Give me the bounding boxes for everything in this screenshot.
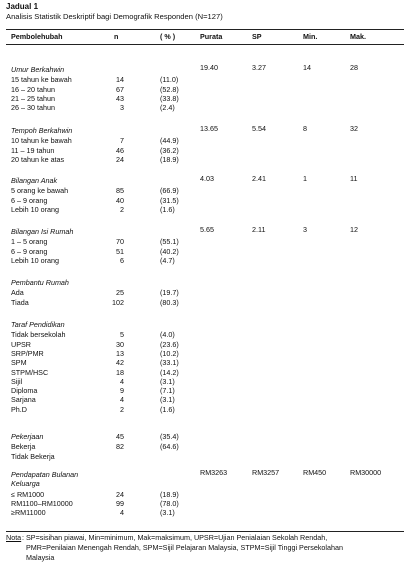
bottom-rule (6, 531, 404, 532)
n-value: 5 (120, 330, 124, 340)
percent-value: (1.6) (160, 404, 175, 414)
group-label: Pekerjaan (11, 432, 44, 441)
sp-value: 5.54 (252, 124, 266, 133)
n-value: 43 (116, 93, 124, 103)
row-label: Tidak Bekerja (11, 451, 55, 461)
percent-value: (3.1) (160, 508, 175, 518)
percent-value: (2.4) (160, 103, 175, 113)
mak-value: 28 (350, 63, 358, 72)
percent-value: (14.2) (160, 367, 179, 377)
row-label: Tidak bersekolah (11, 330, 66, 340)
n-value: 40 (116, 195, 124, 205)
row-label: Lebih 10 orang (11, 255, 59, 265)
n-value: 30 (116, 339, 124, 349)
percent-value: (18.9) (160, 154, 179, 164)
row-label: SRP/PMR (11, 348, 44, 358)
row-label: ≤ RM1000 (11, 489, 45, 499)
row-label: 21 – 25 tahun (11, 93, 55, 103)
note-line: PMR=Penilaian Menengah Rendah, SPM=Sijil Pelajaran Malaysia, STPM=Sijil Tinggi Persekolahan (26, 543, 344, 552)
purata-value: 13.65 (200, 124, 218, 133)
percent-value: (64.6) (160, 442, 179, 452)
min-value: RM450 (303, 468, 327, 477)
percent-value: (31.5) (160, 195, 179, 205)
percent-value: (7.1) (160, 386, 175, 396)
group-label: Taraf Pendidikan (11, 320, 65, 329)
table-subtitle: Analisis Statistik Deskriptif bagi Demografik Responden (N=127) (6, 12, 223, 21)
n-value: 46 (116, 145, 124, 155)
min-value: 14 (303, 63, 311, 72)
n-value: 70 (116, 237, 124, 247)
n-value: 24 (116, 154, 124, 164)
n-value: 9 (120, 386, 124, 396)
row-label: Tiada (11, 297, 29, 307)
percent-value: (3.1) (160, 376, 175, 386)
note-label: Nota (6, 533, 22, 542)
percent-value: (3.1) (160, 395, 175, 405)
row-label: Lebih 10 orang (11, 204, 59, 214)
header-purata: Purata (200, 32, 223, 41)
n-value: 85 (116, 186, 124, 196)
row-label: 11 – 19 tahun (11, 145, 55, 155)
header-sp: SP (252, 32, 262, 41)
purata-value: 5.65 (200, 225, 214, 234)
mak-value: 32 (350, 124, 358, 133)
n-value: 102 (112, 297, 124, 307)
percent-value: (44.9) (160, 136, 179, 146)
row-label: Ph.D (11, 404, 27, 414)
group-label: Umur Berkahwin (11, 65, 65, 74)
row-label: Sarjana (11, 395, 36, 405)
row-label: 6 – 9 orang (11, 195, 48, 205)
purata-value: RM3263 (200, 468, 228, 477)
percent-value: (4.7) (160, 255, 175, 265)
n-value: 6 (120, 255, 124, 265)
group-label: Keluarga (11, 479, 40, 489)
n-value: 45 (116, 432, 124, 441)
n-value: 3 (120, 103, 124, 113)
mak-value: 11 (350, 174, 358, 183)
n-value: 25 (116, 288, 124, 298)
row-label: 6 – 9 orang (11, 246, 48, 256)
top-rule (6, 29, 404, 30)
percent-value: (10.2) (160, 348, 179, 358)
percent-value: (33.1) (160, 358, 179, 368)
group-label: Tempoh Berkahwin (11, 126, 73, 135)
table-title: Jadual 1 (6, 2, 39, 11)
n-value: 67 (116, 84, 124, 94)
percent-value: (1.6) (160, 204, 175, 214)
header-percent: ( % ) (160, 32, 176, 41)
header-pembolehubah: Pembolehubah (11, 32, 63, 41)
group-label: Bilangan Anak (11, 176, 58, 185)
header-rule (6, 44, 404, 45)
percent-value: (36.2) (160, 145, 179, 155)
header-mak: Mak. (350, 32, 366, 41)
n-value: 18 (116, 367, 124, 377)
percent-value: (78.0) (160, 498, 179, 508)
row-label: 5 orang ke bawah (11, 186, 69, 196)
n-value: 4 (120, 508, 124, 518)
n-value: 51 (116, 246, 124, 256)
note-line: : SP=sisihan piawai, Min=minimum, Mak=maksimum, UPSR=Ujian Penialaian Sekolah Rendah, (22, 533, 328, 542)
row-label: SPM (11, 358, 27, 368)
mak-value: 12 (350, 225, 358, 234)
row-label: RM1100–RM10000 (11, 498, 73, 508)
n-value: 14 (116, 75, 124, 85)
percent-value: (66.9) (160, 186, 179, 196)
row-label: 16 – 20 tahun (11, 84, 55, 94)
min-value: 1 (303, 174, 307, 183)
n-value: 2 (120, 204, 124, 214)
mak-value: RM30000 (350, 468, 382, 477)
row-label: STPM/HSC (11, 367, 49, 377)
row-label: Ada (11, 288, 24, 298)
n-value: 7 (120, 136, 124, 146)
sp-value: RM3257 (252, 468, 280, 477)
note-line: Malaysia (26, 553, 55, 562)
n-value: 4 (120, 376, 124, 386)
row-label: 10 tahun ke bawah (11, 136, 72, 146)
purata-value: 19.40 (200, 63, 218, 72)
sp-value: 3.27 (252, 63, 266, 72)
percent-value: (35.4) (160, 432, 179, 441)
percent-value: (40.2) (160, 246, 179, 256)
percent-value: (33.8) (160, 93, 179, 103)
row-label: UPSR (11, 339, 31, 349)
percent-value: (23.6) (160, 339, 179, 349)
row-label: Diploma (11, 386, 38, 396)
n-value: 82 (116, 442, 124, 452)
n-value: 42 (116, 358, 124, 368)
row-label: 26 – 30 tahun (11, 103, 55, 113)
n-value: 13 (116, 348, 124, 358)
percent-value: (11.0) (160, 75, 179, 85)
min-value: 3 (303, 225, 307, 234)
min-value: 8 (303, 124, 307, 133)
sp-value: 2.41 (252, 174, 266, 183)
row-label: 1 – 5 orang (11, 237, 48, 247)
percent-value: (52.8) (160, 84, 179, 94)
n-value: 2 (120, 404, 124, 414)
group-label: Pembantu Rumah (11, 278, 69, 287)
header-min: Min. (303, 32, 318, 41)
row-label: Bekerja (11, 442, 36, 452)
group-label: Pendapatan Bulanan (11, 470, 79, 479)
row-label: 15 tahun ke bawah (11, 75, 72, 85)
percent-value: (19.7) (160, 288, 179, 298)
sp-value: 2.11 (252, 225, 266, 234)
row-label: 20 tahun ke atas (11, 154, 65, 164)
row-label: ≥RM11000 (11, 508, 46, 518)
n-value: 4 (120, 395, 124, 405)
percent-value: (18.9) (160, 489, 179, 499)
percent-value: (80.3) (160, 297, 179, 307)
row-label: Sijil (11, 376, 23, 386)
header-n: n (114, 32, 119, 41)
purata-value: 4.03 (200, 174, 214, 183)
percent-value: (4.0) (160, 330, 175, 340)
percent-value: (55.1) (160, 237, 179, 247)
n-value: 24 (116, 489, 124, 499)
group-label: Bilangan Isi Rumah (11, 227, 74, 236)
n-value: 99 (116, 498, 124, 508)
